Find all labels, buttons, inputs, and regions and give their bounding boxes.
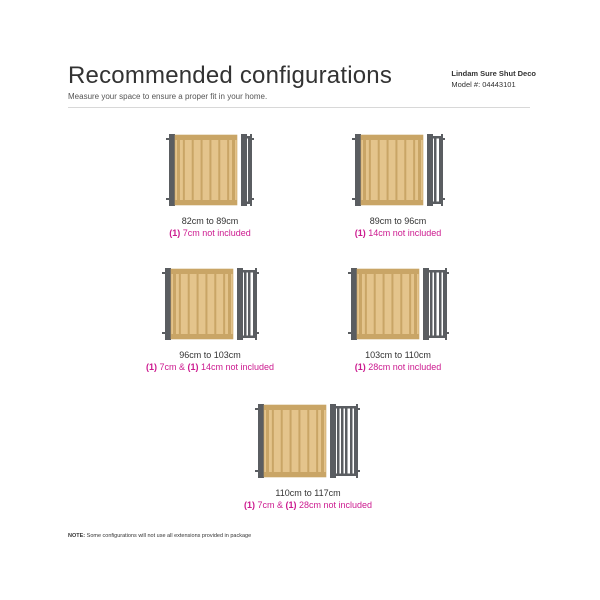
gate-door-bar (223, 274, 225, 334)
config-note (130, 228, 290, 238)
gate-door-stile (228, 274, 231, 334)
gate-bumper (162, 272, 165, 274)
note-suffix: not included (223, 362, 275, 372)
gate-door-top-rail (357, 269, 419, 274)
gate-door-stile (173, 274, 176, 334)
extension-qty: (1) (145, 362, 157, 372)
note-suffix: not included (390, 228, 442, 238)
gate-door-bar (214, 274, 216, 334)
gate-door-bottom-rail (175, 200, 237, 205)
gate-extension-bar (430, 270, 433, 338)
config-card-3 (130, 262, 290, 372)
extension-qty: (1) (354, 362, 366, 372)
gate-end-post (356, 404, 358, 478)
gate-bumper (348, 272, 351, 274)
gate-end-post (441, 134, 443, 206)
gate-extension-top (433, 136, 442, 139)
gate-door-top-rail (171, 269, 233, 274)
config-range: 103cm to 110cm (365, 350, 431, 360)
config-note (318, 362, 478, 372)
config-note (223, 500, 393, 510)
gate-extension-top (429, 270, 446, 273)
page-subtitle: Measure your space to ensure a proper fit in your home. (68, 92, 268, 101)
gate-left-post (351, 268, 357, 340)
gate-door-top-rail (264, 405, 326, 410)
config-note (130, 362, 290, 372)
extension-qty: (1) (187, 362, 199, 372)
extension-size: 7cm (254, 500, 275, 510)
gate-extension-bar (345, 406, 348, 476)
gate-bumper (352, 198, 355, 200)
extension-qty: (1) (243, 500, 255, 510)
gate-door-bar (209, 140, 211, 200)
gate-door-top-rail (175, 135, 237, 140)
gate-illustration (338, 262, 458, 344)
product-model: Model #: 04443101 (451, 80, 516, 89)
note-separator: & (176, 362, 188, 372)
gate-door-bar (400, 274, 402, 334)
gate-door-bar (409, 274, 411, 334)
gate-end-post (255, 268, 257, 340)
note-suffix: not included (390, 362, 442, 372)
gate-extension-bar (337, 406, 340, 476)
gate-extension-bottom (336, 474, 340, 477)
footnote-text: Some configurations will not use all extensions provided in package (86, 533, 252, 539)
gate-door-stile (359, 274, 362, 334)
extension-size: 7cm (180, 228, 200, 238)
gate-door-bottom-rail (361, 200, 423, 205)
config-range: 82cm to 89cm (181, 216, 239, 226)
gate-door-stile (232, 140, 235, 200)
gate-door-top-rail (361, 135, 423, 140)
gate-extension-bottom (247, 336, 256, 339)
gate-door-bar (205, 274, 207, 334)
gate-door-bar (192, 140, 194, 200)
extension-size: 28cm (296, 500, 321, 510)
config-range: 89cm to 96cm (369, 216, 427, 226)
gate-left-post (355, 134, 361, 206)
gate-extension-bottom (429, 336, 446, 339)
gate-right-post (237, 268, 243, 340)
gate-extension-top (243, 270, 247, 273)
gate-extension-bottom (340, 474, 357, 477)
config-card-4 (318, 262, 478, 372)
gate-door-bar (316, 410, 318, 472)
gate-extension-bar (341, 406, 344, 476)
gate-door-bar (369, 140, 371, 200)
gate-door-bar (387, 140, 389, 200)
gate-bumper (348, 332, 351, 334)
note-separator: & (274, 500, 286, 510)
footnote-label: NOTE: (68, 533, 86, 539)
gate-extension-bar (350, 406, 353, 476)
gate-illustration (343, 128, 453, 210)
gate-right-post (427, 134, 433, 206)
gate-extension-bar (248, 270, 251, 338)
extension-qty: (1) (354, 228, 366, 238)
extension-size: 28cm (365, 362, 391, 372)
gate-extension-top (336, 406, 340, 409)
gate-door-stile (177, 140, 180, 200)
gate-door-bar (281, 410, 283, 472)
gate-door-bar (298, 410, 300, 472)
gate-left-post (258, 404, 264, 478)
config-card-5 (223, 398, 393, 510)
config-range: 96cm to 103cm (179, 350, 241, 360)
gate-door-bar (374, 274, 376, 334)
gate-bumper (255, 470, 258, 472)
gate-extension-bar (244, 270, 247, 338)
gate-left-post (165, 268, 171, 340)
gate-door-bottom-rail (357, 334, 419, 339)
gate-door-bar (188, 274, 190, 334)
gate-door-bar (179, 274, 181, 334)
gate-extension-bar (434, 136, 437, 204)
gate-extension-top (247, 270, 256, 273)
gate-illustration (243, 398, 373, 482)
gate-door-bar (395, 140, 397, 200)
header-divider (68, 107, 530, 108)
extension-size: 14cm (365, 228, 391, 238)
product-name: Lindam Sure Shut Deco (451, 69, 536, 78)
gate-door-stile (414, 274, 417, 334)
gate-door-bar (413, 140, 415, 200)
gate-door-bar (218, 140, 220, 200)
gate-door-bottom-rail (264, 472, 326, 477)
gate-bumper (352, 138, 355, 140)
gate-door-stile (266, 410, 269, 472)
gate-left-post (169, 134, 175, 206)
extension-size: 7cm (156, 362, 177, 372)
note-suffix: not included (199, 228, 251, 238)
gate-illustration (150, 262, 270, 344)
gate-door-stile (363, 140, 366, 200)
gate-door-bar (290, 410, 292, 472)
gate-door-bar (378, 140, 380, 200)
gate-extension-bar (439, 270, 442, 338)
footnote (68, 533, 251, 539)
gate-door-bottom-rail (171, 334, 233, 339)
config-card-1 (130, 128, 290, 238)
gate-end-post (250, 134, 252, 206)
note-suffix: not included (321, 500, 373, 510)
gate-door-stile (418, 140, 421, 200)
gate-door-bar (365, 274, 367, 334)
gate-door-bar (201, 140, 203, 200)
gate-end-post (445, 268, 447, 340)
gate-door-bar (197, 274, 199, 334)
gate-extension-bar (434, 270, 437, 338)
gate-right-post (423, 268, 429, 340)
gate-door-bar (272, 410, 274, 472)
gate-door-bar (404, 140, 406, 200)
gate-door-bar (227, 140, 229, 200)
gate-extension-bottom (243, 336, 247, 339)
gate-illustration (155, 128, 265, 210)
gate-bumper (255, 408, 258, 410)
gate-bumper (166, 138, 169, 140)
gate-bumper (166, 198, 169, 200)
extension-size: 14cm (198, 362, 223, 372)
extension-qty: (1) (169, 228, 181, 238)
gate-bumper (162, 332, 165, 334)
product-info (451, 68, 536, 90)
gate-door-bar (391, 274, 393, 334)
config-range: 110cm to 117cm (275, 488, 341, 498)
config-card-2 (318, 128, 478, 238)
config-note (318, 228, 478, 238)
gate-extension-bottom (433, 202, 442, 205)
gate-door-bar (307, 410, 309, 472)
gate-right-post (241, 134, 247, 206)
gate-right-post (330, 404, 336, 478)
page-title: Recommended configurations (68, 62, 393, 89)
gate-extension-top (340, 406, 357, 409)
gate-door-stile (321, 410, 324, 472)
gate-door-bar (383, 274, 385, 334)
extension-qty: (1) (285, 500, 297, 510)
gate-door-bar (183, 140, 185, 200)
